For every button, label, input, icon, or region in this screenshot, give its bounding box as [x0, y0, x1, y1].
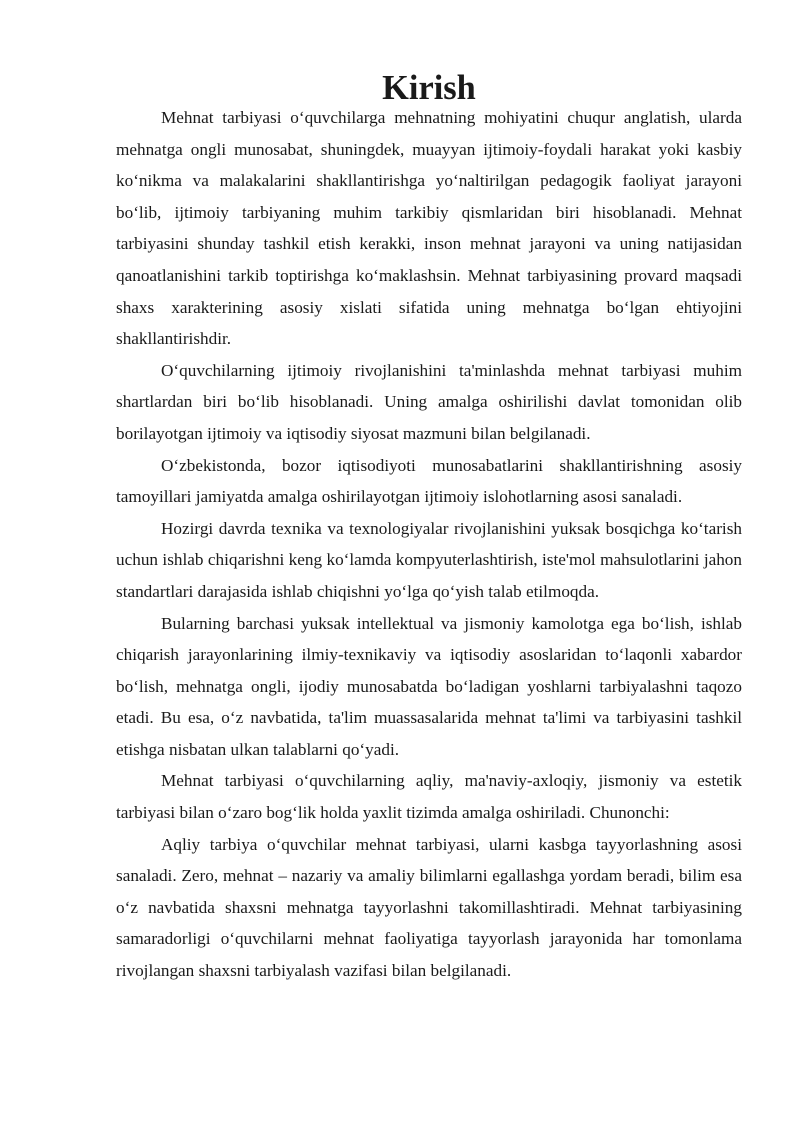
paragraph-7: Aqliy tarbiya oʻquvchilar mehnat tarbiyasi, ularni kasbga tayyorlashning asosi sanaladi. Zero, mehnat – nazariy va amaliy bilimlarni egallashga yordam beradi, bilim esa oʻz navbatida shaxsni mehnatga tayyorlashni takomillashtiradi. Mehnat tarbiyasining samaradorligi oʻquvchilarni mehnat faoliyatiga tayyorlash jarayonida har tomonlama rivojlangan shaxsni tarbiyalash vazifasi bilan belgilanadi. [116, 834, 742, 981]
paragraph-5: Bularning barchasi yuksak intellektual va jismoniy kamolotga ega boʻlish, ishlab chiqarish jarayonlarining ilmiy-texnikaviy va iqtisodiy asoslaridan toʻlaqonli xabardor boʻlish, mehnatga ongli, ijodiy munosabatda boʻladigan yoshlarni tarbiyalashni taqozo etadi. Bu esa, oʻz navbatida, ta'lim muassasalarida mehnat ta'limi va tarbiyasini tashkil etishga nisbatan ulkan talablarni qoʻyadi. [116, 613, 742, 759]
paragraph-4: Hozirgi davrda texnika va texnologiyalar rivojlanishini yuksak bosqichga koʻtarish uchun ishlab chiqarishni keng koʻlamda kompyuterlashtirish, iste'mol mahsulotlarini jahon standartlari darajasida ishlab chiqishni yoʻlga qoʻyish talab etilmoqda. [116, 518, 742, 601]
document-body [116, 69, 742, 987]
page-title: Kirish [382, 69, 476, 107]
paragraph-6: Mehnat tarbiyasi oʻquvchilarning aqliy, ma'naviy-axloqiy, jismoniy va estetik tarbiyasi bilan oʻzaro bogʻlik holda yaxlit tizimda amalga oshiriladi. Chunonchi: [116, 771, 742, 823]
paragraph-2: Oʻquvchilarning ijtimoiy rivojlanishini ta'minlashda mehnat tarbiyasi muhim shartlardan biri boʻlib hisoblanadi. Uning amalga oshirilishi davlat tomonidan olib borilayotgan ijtimoiy va iqtisodiy siyosat mazmuni bilan belgilanadi. [116, 360, 742, 443]
paragraph-1: Mehnat tarbiyasi oʻquvchilarga mehnatning mohiyatini chuqur anglatish, ularda mehnatga ongli munosabat, shuningdek, muayyan ijtimoiy-foydali harakat yoki kasbiy koʻnikma va malakalarini shakllantirishga yoʻnaltirilgan pedagogik faoliyat jarayoni boʻlib, ijtimoiy tarbiyaning muhim tarkibiy qismlaridan biri hisoblanadi. Mehnat tarbiyasini shunday tashkil etish kerakki, inson mehnat jarayoni va uning natijasidan qanoatlanishini tarkib toptirishga koʻmaklashsin. Mehnat tarbiyasining provard maqsadi shaxs xarakterining asosiy xislati sifatida uning mehnatga boʻlgan ehtiyojini shakllantirishdir. [116, 108, 742, 349]
paragraph-3: Oʻzbekistonda, bozor iqtisodiyoti munosabatlarini shakllantirishning asosiy tamoyillari jamiyatda amalga oshirilayotgan ijtimoiy islohotlarning asosi sanaladi. [116, 455, 742, 507]
